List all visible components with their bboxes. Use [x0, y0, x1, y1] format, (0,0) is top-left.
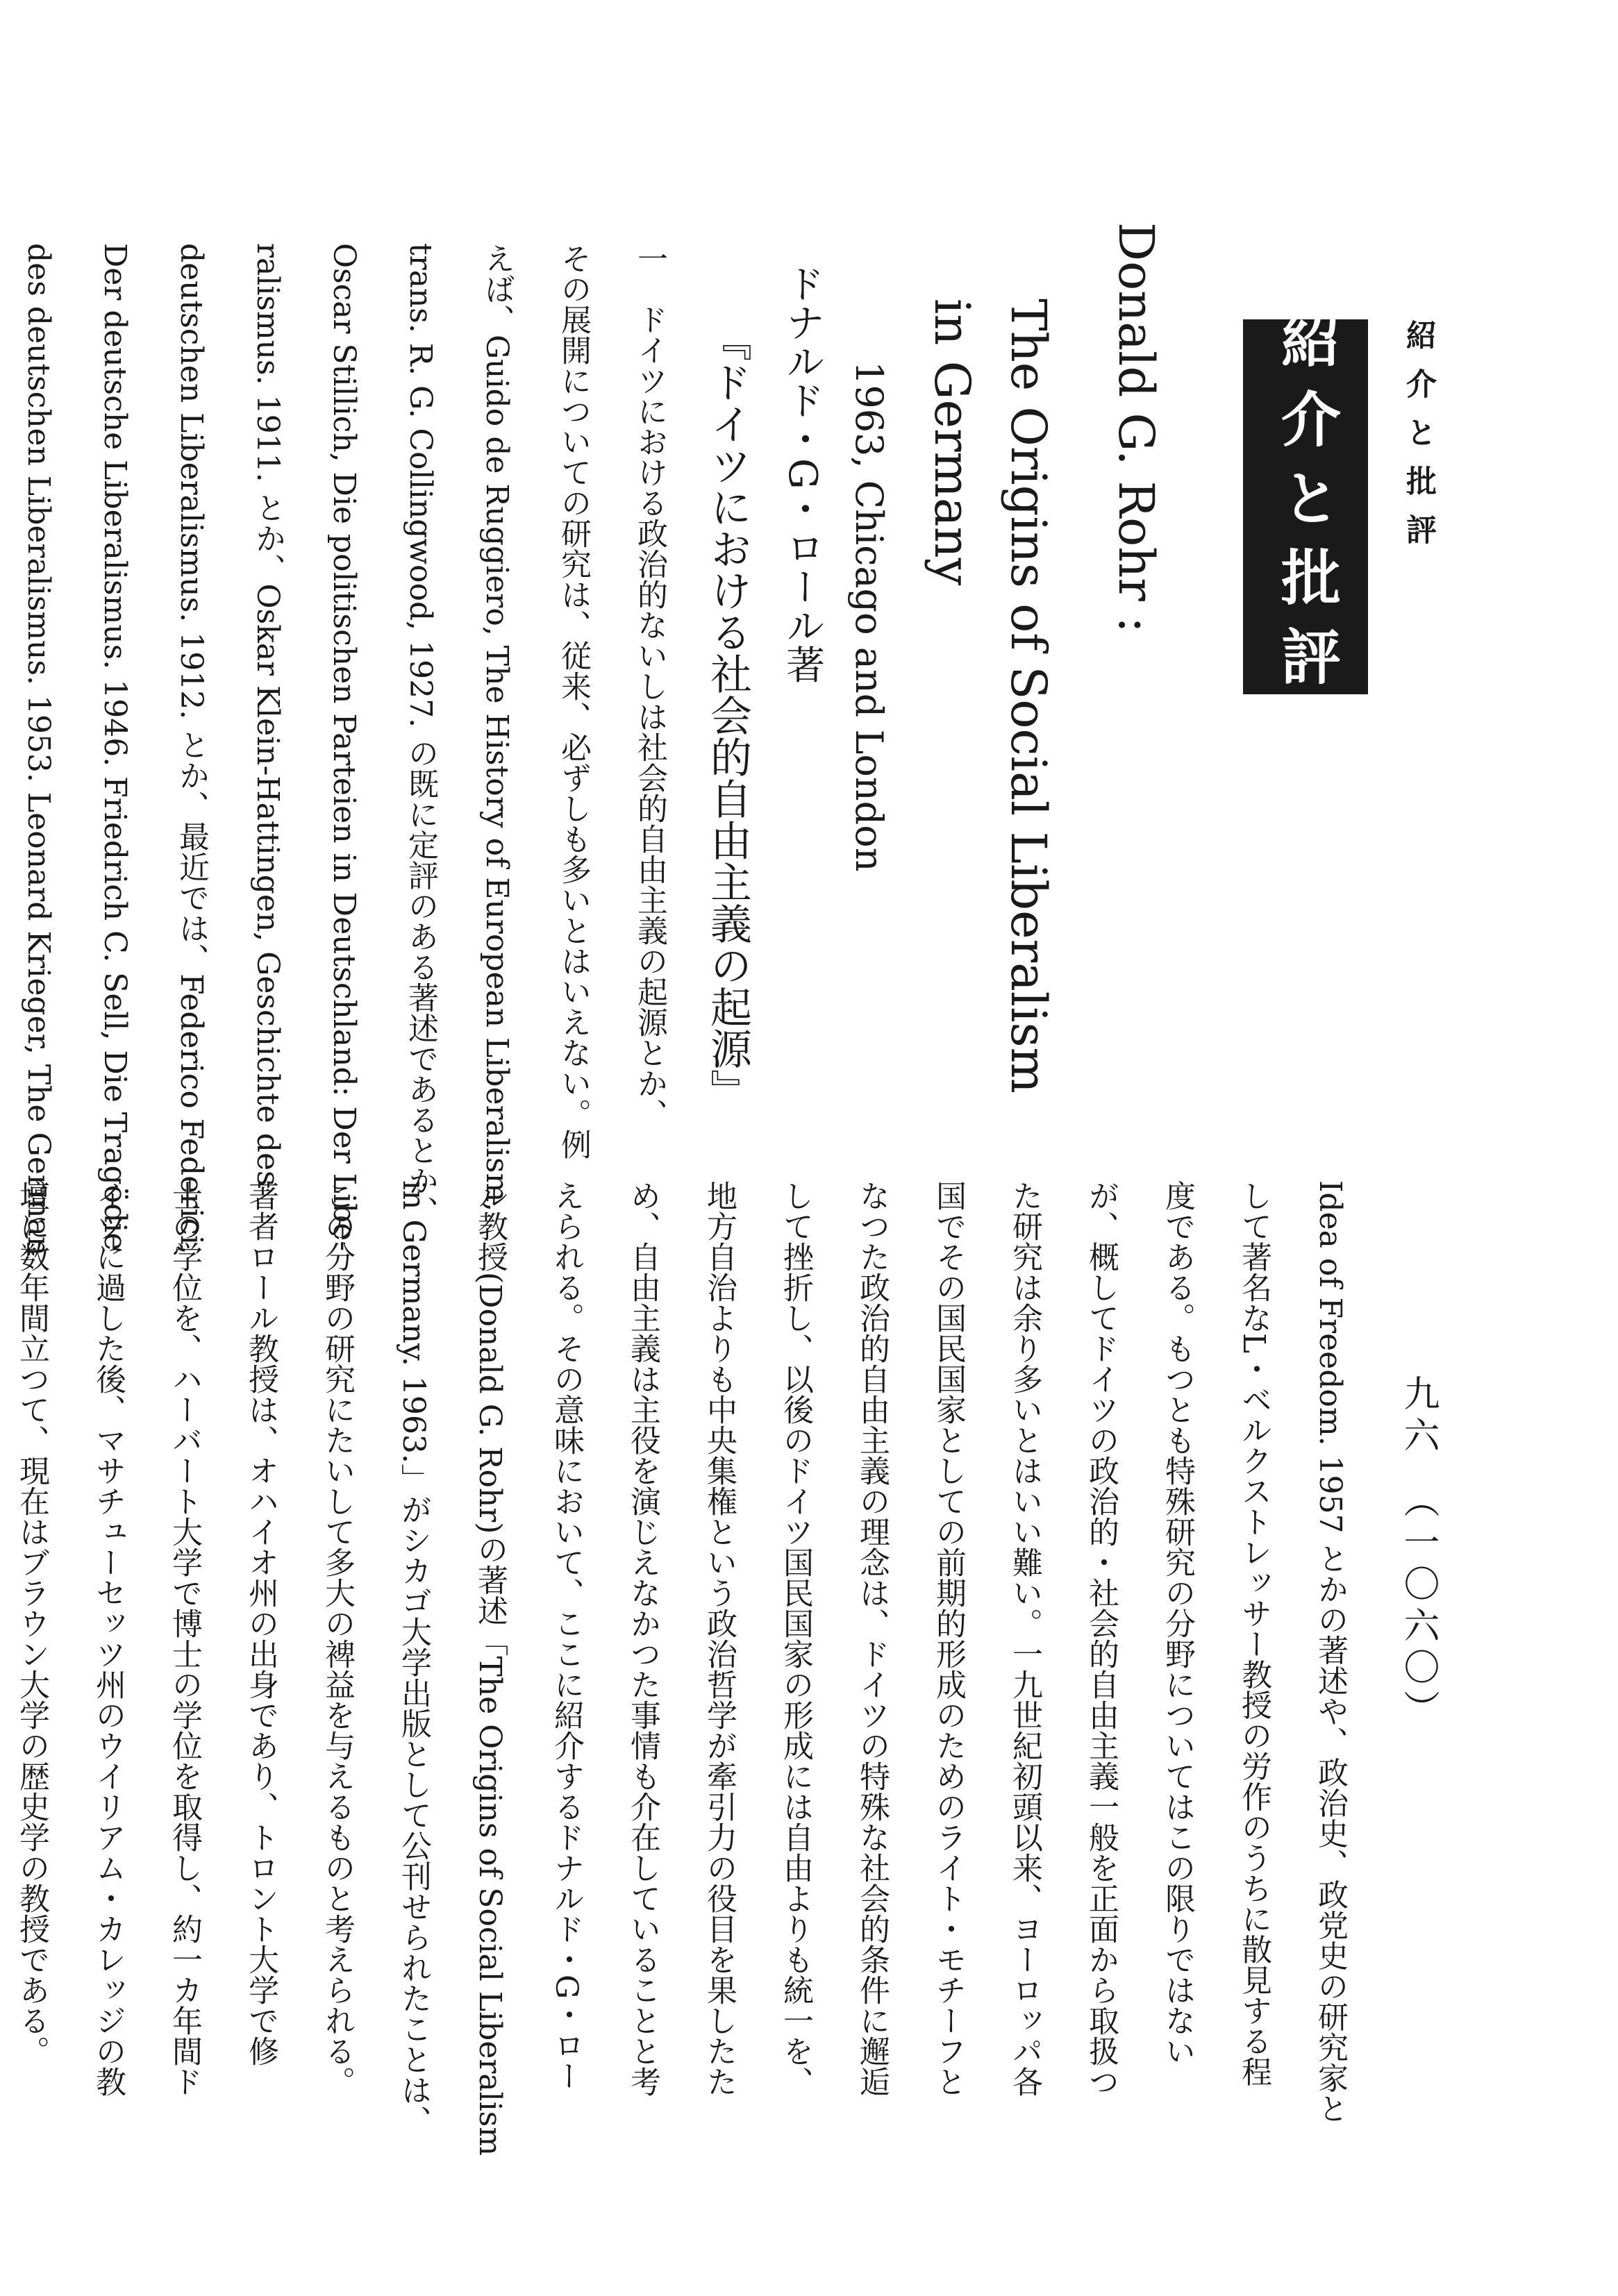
body-line: Idea of Freedom. 1957 とかの著述や、政治史、政党史の研究家と — [1312, 1180, 1348, 2124]
body-line: この分野の研究にたいして多大の裨益を与えるものと考えられる。 — [319, 1180, 355, 2097]
body-line: trans. R. G. Collingwood, 1927. の既に定評のある著述であるとか、 — [403, 243, 438, 1227]
book-title-en-line2: in Germany — [924, 299, 981, 586]
book-author-en: Donald G. Rohr : — [1108, 222, 1165, 633]
book-title-ja: 『ドイツにおける社会的自由主義の起源』 — [703, 319, 752, 1111]
running-header: 紹介と批評 — [1401, 319, 1436, 562]
body-line: えられる。その意味において、ここに紹介するドナルド・G・ロー — [549, 1180, 584, 2091]
book-publication-info: 1963, Chicago and London — [847, 361, 891, 872]
body-line: 一 ドイツにおける政治的ないしは社会的自由主義の起源とか、 — [632, 243, 667, 1129]
body-line: in Germany. 1963.」がシカゴ大学出版として公刊せられたことは、 — [396, 1180, 431, 2136]
body-line: 士の学位を、ハーバート大学で博士の学位を取得し、約一カ年間ド — [167, 1180, 202, 2097]
body-line: ル教授(Donald G. Rohr)の著述「The Origins of Social Liberalism — [472, 1180, 508, 2156]
book-title-en-line1: The Origins of Social Liberalism — [1000, 299, 1057, 1093]
section-title: 紹介と批評 — [1271, 309, 1341, 705]
body-line: して挫折し、以後のドイツ国民国家の形成には自由よりも統一を、 — [778, 1180, 813, 2097]
body-line: が、概してドイツの政治的・社会的自由主義一般を正面から取扱つ — [1083, 1180, 1119, 2097]
body-line: その展開についての研究は、従来、必ずしも多いとはいえない。例 — [556, 243, 591, 1159]
body-line: えば、Guido de Ruggiero, The History of European Liberalism, — [479, 243, 515, 1212]
body-line: 地方自治よりも中央集権という政治哲学が牽引力の役目を果したた — [701, 1180, 737, 2097]
body-line: め、自由主義は主役を演じえなかつた事情も介在していることと考 — [625, 1180, 660, 2097]
body-line: 著者ロール教授は、オハイオ州の出身であり、トロント大学で修 — [243, 1180, 278, 2066]
body-line: た研究は余り多いとはいい難い。一九世紀初頭以来、ヨーロッパ各 — [1007, 1180, 1042, 2097]
body-text-block-1 — [21, 243, 687, 1257]
book-author-ja: ドナルド・G・ロール著 — [780, 264, 825, 684]
body-text-block-2 — [14, 1180, 1368, 2156]
body-line: イツに過した後、マサチューセッツ州のウイリアム・カレッジの教 — [90, 1180, 126, 2097]
body-line: 壇に数年間立つて、現在はブラウン大学の歴史学の教授である。 — [14, 1180, 49, 2066]
body-line: なつた政治的自由主義の理念は、ドイツの特殊な社会的条件に邂逅 — [854, 1180, 890, 2097]
body-line: ralismus. 1911. とか、Oskar Klein-Hattingen, Geschichte des — [250, 243, 285, 1187]
body-line: deutschen Liberalismus. 1912. とか、最近では、Federico Federici, — [174, 243, 209, 1255]
body-line: 国でその国民国家としての前期的形成のためのライト・モチーフと — [931, 1180, 966, 2097]
body-line: して著名なL・ベルクストレッサー教授の労作のうちに散見する程 — [1236, 1180, 1271, 2087]
page-number: 九六 （一〇六〇） — [1397, 1375, 1439, 1732]
body-line: Der deutsche Liberalismus. 1946. Friedrich C. Sell, Die Tragödie — [97, 243, 133, 1251]
body-line: Oscar Stillich, Die politischen Parteien in Deutschland: Der Libe- — [326, 243, 362, 1252]
body-line: 度である。もつとも特殊研究の分野についてはこの限りではない — [1160, 1180, 1195, 2066]
section-title-box — [1243, 309, 1368, 705]
body-line: des deutschen Liberalismus. 1953. Leonard Krieger, The German — [21, 243, 56, 1257]
